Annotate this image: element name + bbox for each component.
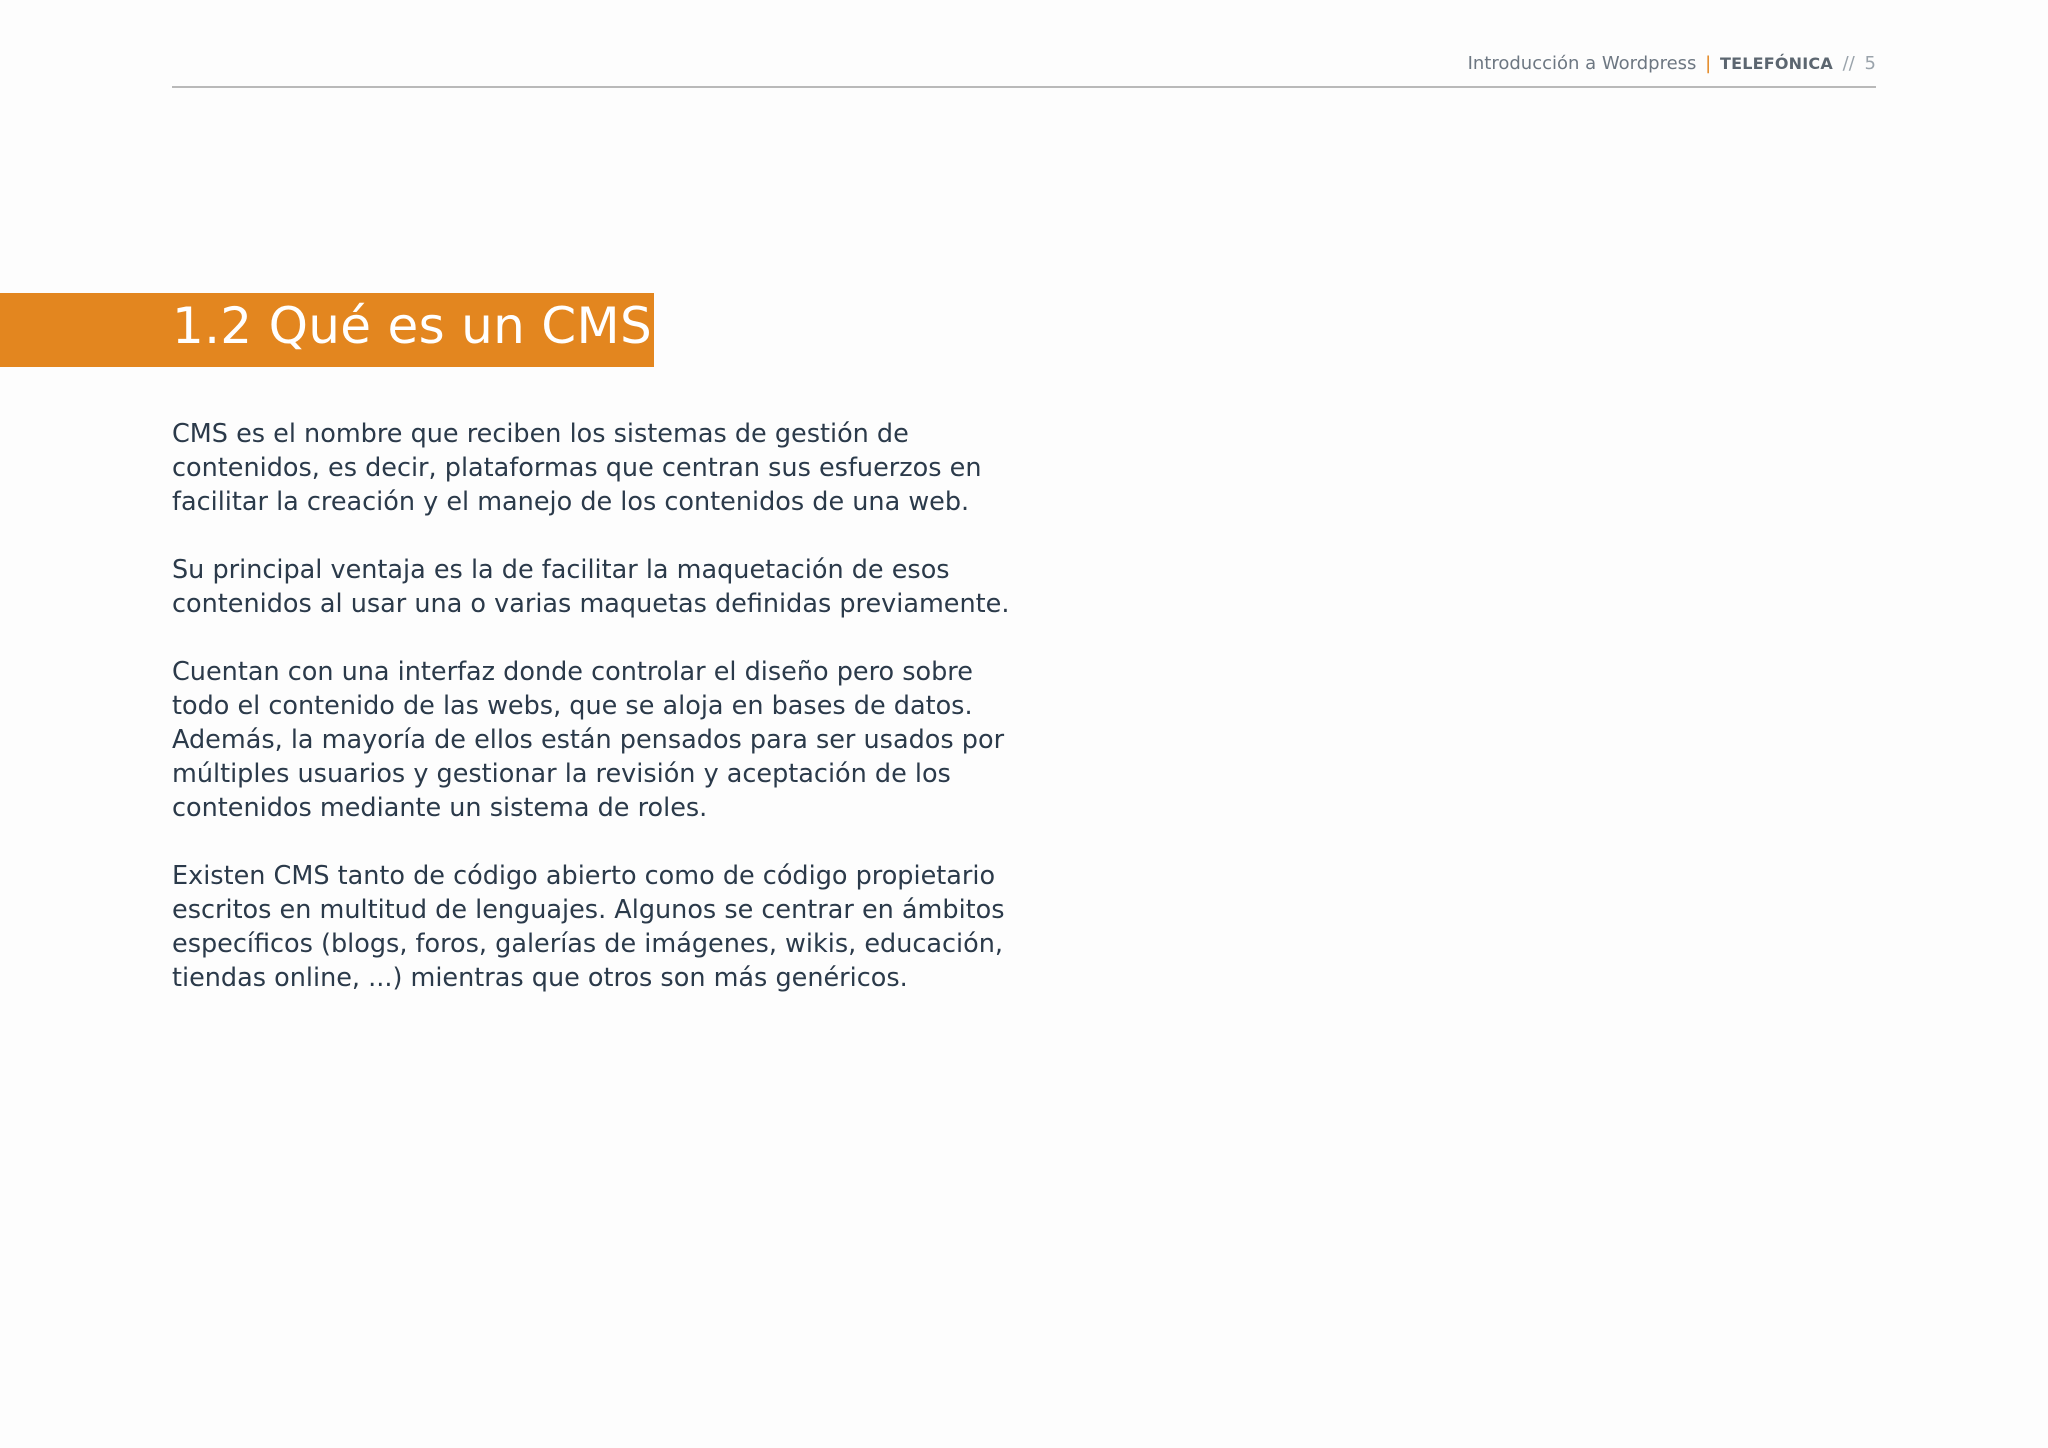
page-number-separator: //	[1842, 53, 1855, 74]
header-separator: |	[1705, 53, 1712, 74]
paragraph-types: Existen CMS tanto de código abierto como de código propietario escritos en multitud de lenguajes. Algunos se centrar en ámbitos específicos (blogs, foros, galerías de imágenes, wikis, educación, tiendas online, ...) mientras que otros son más genéricos.	[172, 861, 1005, 993]
document-title: Introducción a Wordpress	[1467, 53, 1697, 74]
brand-name: TELEFÓNICA	[1719, 54, 1833, 73]
running-header	[1468, 52, 1876, 76]
body-text	[172, 417, 1022, 995]
page-number: 5	[1864, 53, 1876, 74]
section-title: 1.2 Qué es un CMS	[172, 297, 652, 355]
paragraph-advantage: Su principal ventaja es la de facilitar la maquetación de esos contenidos al usar una o varias maquetas definidas previamente.	[172, 555, 1010, 619]
paragraph-definition: CMS es el nombre que reciben los sistemas de gestión de contenidos, es decir, plataformas que centran sus esfuerzos en facilitar la creación y el manejo de los contenidos de una web.	[172, 419, 982, 517]
section-title-banner	[0, 293, 654, 367]
page-header	[172, 48, 1876, 88]
paragraph-interface: Cuentan con una interfaz donde controlar el diseño pero sobre todo el contenido de las webs, que se aloja en bases de datos. Además, la mayoría de ellos están pensados para ser usados por múltiples usuarios y gestionar la revisión y aceptación de los contenidos mediante un sistema de roles.	[172, 657, 1005, 823]
